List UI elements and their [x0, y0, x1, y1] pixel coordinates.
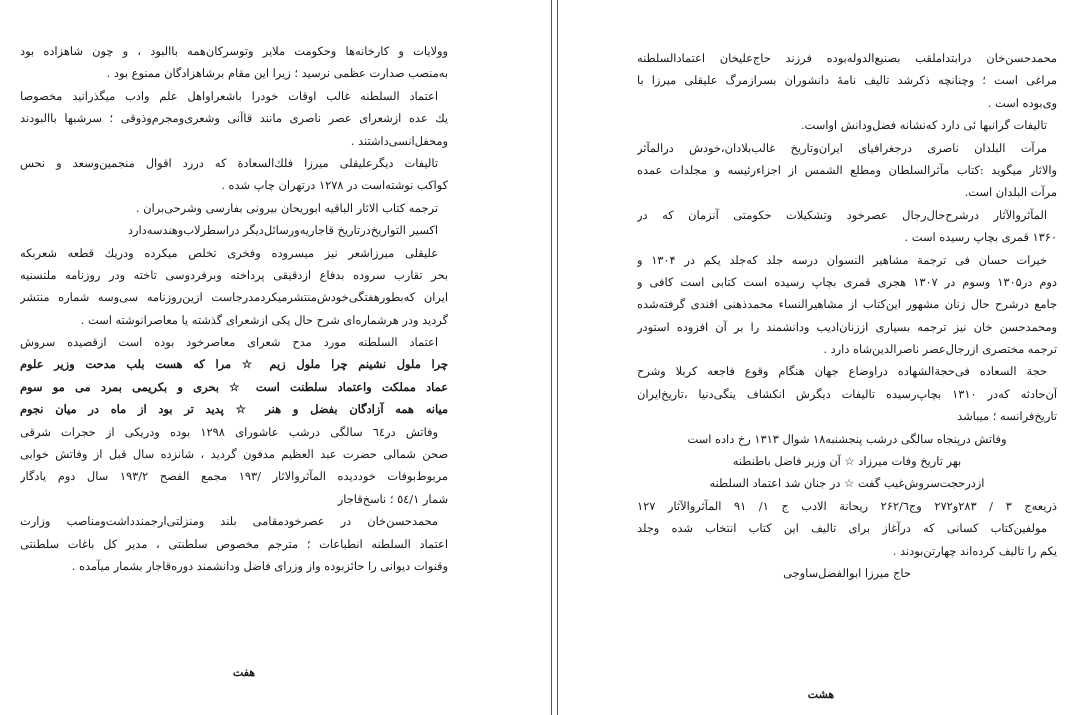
text-line: کواکب نوشته‌است در ۱۲۷۸ درتهران چاپ شده .: [221, 178, 448, 193]
text-line: مربوط‌بوفات خوددیده المآثروالاثار /۱۹۳ مجمع الفصح ۱۹۳/۲ سال دوم یادگار: [20, 469, 448, 484]
text-line: آن‌حادثه که‌در ۱۳۱۰ بچاپ‌رسیده تالیفات دیگرش انکشاف ینگی‌دنیا ،تاریخ‌ایران: [637, 386, 1057, 401]
text-line: چرا ملول نشینم چرا ملول زیم ☆ مرا که هست بلب مدحت وزیر علوم: [20, 357, 448, 372]
text-line: ۱۳۶۰ قمری بچاپ رسیده است .: [904, 230, 1057, 245]
text-line: گردید ودر هرشماره‌ای شرح حال یکی ازشعرای گذشته یا معاصرانوشته است .: [80, 312, 448, 327]
page-divider: [557, 0, 558, 715]
text-line: تاریخ‌فرانسه ؛ میباشد: [957, 409, 1057, 424]
text-line: وفاتش در٦٤ سالگی درشب عاشورای ۱۲۹۸ بوده ودریکی از حجرات شرقی: [20, 424, 438, 439]
text-line: ترجمه کتاب الاثار الباقیه ابوریحان بیرونی بفارسی وشرحی‌بران .: [135, 200, 438, 215]
text-line: جامع درشرح حال زنان مشهور این‌کتاب از مشاهیرالنساء محمدذهنی افندی گرفته‌شده: [637, 297, 1057, 312]
text-line: دوم در۱۳۰۵ وسوم در ۱۳۰۷ هجری قمری بچاپ رسیده است کتابی است کافی و: [637, 274, 1057, 289]
text-line: مرآت البلدان است.: [964, 185, 1057, 200]
text-line: ایران که‌بطورهفتگی‌خودش‌منتشرمیکرد‌مدرجاست ازین‌روزنامه سی‌وسه شماره منتشر: [20, 290, 448, 305]
text-line: بحر تقارب سروده بدفاع ازدقیقی پرداخته وبرفردوسی تاخته ودر روزنامه ملتسنیه: [20, 267, 448, 282]
text-line: صحن شمالی حضرت عبد العظیم مدفون گردید ، شانزده سال قبل از وفاتش خوابی: [20, 447, 448, 462]
text-line: ومحفل‌انسی‌داشتند .: [350, 133, 448, 148]
right-page: [562, 0, 1083, 715]
text-line: ازدرحجت‌سروش‌غیب گفت ☆ در جنان شد اعتماد السلطنه: [709, 476, 985, 491]
text-line: علیقلی میرزاشعر نیز میسروده وفخری تخلص میکرده ودریك قطعه شعربکه: [20, 245, 438, 260]
right-page-text: [637, 47, 1057, 584]
text-line: وفاتش درپنجاه سالگی درشب پنجشنبه۱۸ شوال ۱۳۱۳ رخ داده است: [687, 431, 1007, 446]
left-page-number: هفت: [232, 666, 256, 679]
left-page-text: [20, 40, 448, 577]
text-line: محمدحسن‌خان درابتداملقب بصنیع‌الدوله‌بوده فرزند حاج‌علیخان اعتمادالسلطنه: [637, 51, 1057, 65]
text-line: اعتماد السلطنه مورد مدح شعرای معاصرخود بوده است ازقصیده سروش: [20, 335, 438, 350]
right-page-number: هشت: [807, 688, 835, 701]
page-divider: [551, 0, 552, 715]
text-line: والاثار میگوید :کتاب مآثرالسلطان ومطلع الشمس از اجزاءرئیسه و مجلدات عمده: [637, 162, 1057, 177]
text-line: یك عده ازشعرای عصر ناصری مانند قاآنی وشعری‌ومجرم‌وذوقی ؛ سرشبها باالبودند: [20, 111, 448, 126]
text-line: محمدحسن‌خان در عصرخودمقامی بلند ومنزلتی‌ارجمندداشت‌ومناصب وزارت: [20, 514, 438, 529]
text-line: ذریعه‌ج ۳ / ۲۸۳و۲۷۲ وج۲۶۲/٦ ریحانة الادب ج ۱/ ۹۱ المآثروالآثار ۱۲۷: [637, 498, 1057, 513]
text-line: حجة السعاده فی‌حجة‌الشهاده دراوضاع جهان هنگام وقوع فاجعه کربلا وشرح: [637, 364, 1047, 379]
text-line: المآثروالآثار درشرح‌حال‌رجال عصرخود وتشکیلات حکومتی آنزمان که در: [637, 207, 1047, 222]
text-line: ترجمه مختصری ازرجال‌عصر ناصرالدین‌شاه دارد .: [823, 342, 1057, 357]
text-line: اکسیر التواریخ‌درتاریخ قاجاریه‌ورسائل‌دیگر دراسطرلاب‌وهندسه‌دارد: [127, 223, 438, 238]
text-line: تالیفات دیگرعلیقلی میرزا فلك‌السعادة كه دررد اقوال منجمین‌وسعد و نحس: [20, 155, 438, 170]
text-line: وولایات و کارخانه‌ها وحکومت ملایر وتوسرکان‌همه باالبود ، و چون شاهزاده بود: [20, 44, 448, 58]
text-line: مولفین‌کتاب کسانی که درآغاز برای تالیف این کتاب انتخاب شده وجلد: [637, 521, 1047, 536]
text-line: بهر تاریخ وفات میرزاد ☆ آن وزیر فاضل باطنطنه: [732, 454, 962, 469]
text-line: میانه همه آزادگان بفضل و هنر ☆ پدید تر بود از ماه در میان نجوم: [20, 402, 448, 417]
text-line: مراغی است ؛ وچنانچه ذکرشد تالیف نامهٔ دانشوران بسرازمرگ علیقلی میرزا با: [637, 73, 1057, 88]
text-line: شمار ٥٤/١ ؛ ناسخ‌قاجار: [337, 491, 448, 506]
text-line: حاج میرزا ابوالفضل‌ساوجی: [783, 565, 911, 580]
text-line: عماد مملکت واعتماد سلطنت است ☆ بحری و بکریمی بمرد می مو سوم: [20, 379, 448, 394]
text-line: اعتماد السلطنه انطباعات ؛ مترجم مخصوص سلطنتی ، مدیر کل باغات سلطنتی: [20, 536, 448, 551]
text-line: وقنوات دیوانی را حائزبوده واز وزرای فاضل ودانشمند دوره‌قاجار بشمار میآمده .: [71, 558, 448, 573]
text-line: خیرات حسان فی ترجمة مشاهیر النسوان درسه جلد که‌جلد یکم در ۱۳۰۴ و: [637, 252, 1047, 267]
text-line: ومحمدحسن خان نیز ترجمه بسیاری اززنان‌ادیب ودانشمند را بر آن افزوده استودر: [637, 319, 1057, 334]
text-line: به‌منصب صدارت عظمی نرسید ؛ زیرا این مقام برشاهزادگان ممنوع بود .: [106, 66, 448, 81]
text-line: یکم را تالیف کرده‌اند چهارتن‌بودند .: [892, 543, 1057, 558]
text-line: وی‌بوده است .: [987, 95, 1057, 110]
text-line: تالیفات گرانبها ئی دارد که‌نشانه فضل‌ودانش اواست.: [800, 118, 1047, 133]
text-line: مرآت البلدان ناصری درجغرافیای ایران‌وتاریخ غالب‌بلادان،خودش درالمآثر: [637, 140, 1047, 155]
text-line: اعتماد السلطنه غالب اوقات خودرا باشعراواهل علم وادب میگذرانید مخصوصا: [20, 88, 438, 103]
